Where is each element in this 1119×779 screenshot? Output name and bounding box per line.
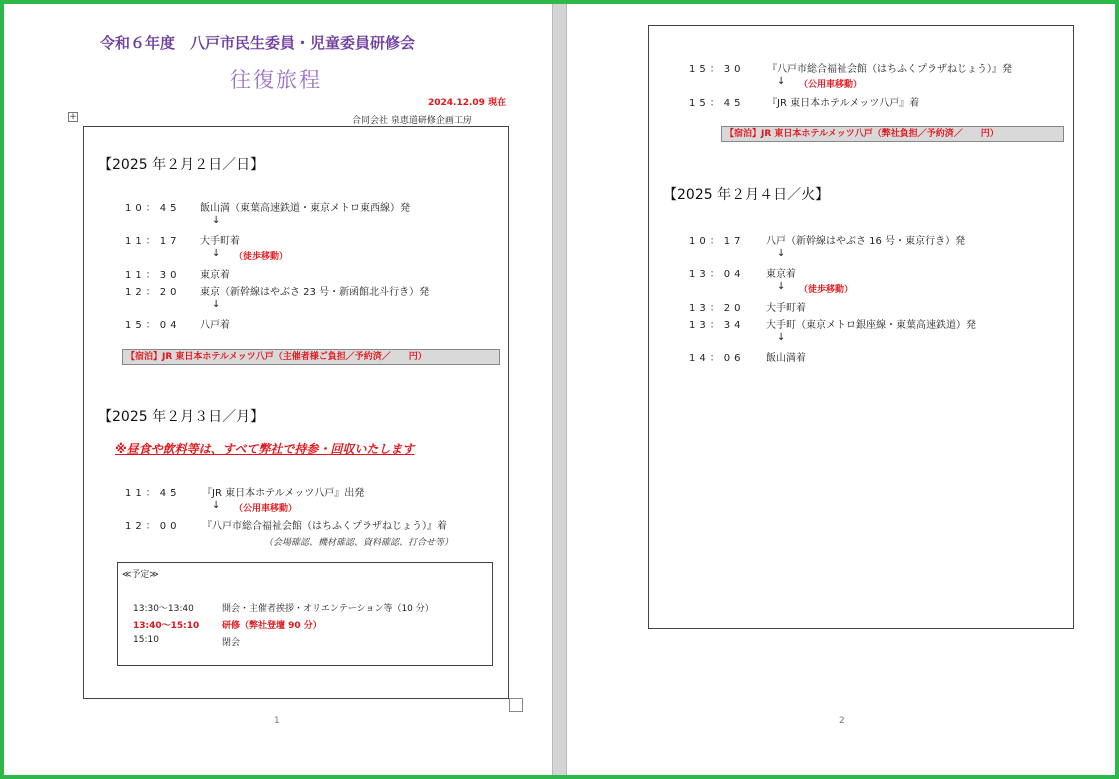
plan-time-1: 13:30〜13:40	[133, 604, 194, 614]
day1-text-1: 飯山満（東葉高速鉄道・東京メトロ東西線）発	[200, 203, 410, 214]
plan-text-1: 開会・主催者挨拶・オリエンテーション等（10 分）	[222, 604, 434, 614]
day3-heading: 【2025 年２月４日／火】	[663, 187, 830, 203]
day2-text-1: 『JR 東日本ホテルメッツ八戸』出発	[202, 488, 365, 499]
day3-walk-label: （徒歩移動）	[799, 285, 854, 295]
day1-time-4: 12：20	[125, 287, 181, 298]
day1-time-3: 11：30	[125, 270, 181, 281]
plan-time-3: 15:10	[133, 635, 159, 645]
day2-time-2: 12：00	[125, 521, 181, 532]
day3-time-2: 13：04	[689, 269, 745, 280]
day3-arrow-3: ↓	[777, 332, 786, 343]
document-page-1	[4, 4, 552, 775]
document-page-2	[567, 4, 1115, 775]
day3-text-4: 大手町（東京メトロ銀座線・東葉高速鉄道）発	[766, 320, 976, 331]
day2-heading: 【2025 年２月３日／月】	[98, 409, 265, 425]
table-move-handle-icon[interactable]: +	[69, 112, 77, 122]
day2-time-1: 11：45	[125, 488, 181, 499]
day1-time-5: 15：04	[125, 320, 181, 331]
cont-time-1: 15：30	[689, 64, 745, 75]
day1-lodging: 【宿泊】JR 東日本ホテルメッツ八戸（主催者様ご負担／予約済／ 円）	[122, 349, 500, 365]
day3-time-1: 10：17	[689, 236, 745, 247]
day2-note: （会場確認、機材確認、資料確認、打合せ等）	[264, 538, 454, 548]
day3-arrow-2: ↓	[777, 281, 786, 292]
table-resize-handle[interactable]	[509, 698, 523, 712]
day1-text-3: 東京着	[200, 270, 230, 281]
document-subtitle: 往復旅程	[230, 68, 322, 92]
day1-text-2: 大手町着	[200, 236, 240, 247]
day3-time-3: 13：20	[689, 303, 745, 314]
day3-text-2: 東京着	[766, 269, 796, 280]
plan-label: ≪予定≫	[122, 570, 159, 580]
day1-arrow-1: ↓	[212, 215, 221, 226]
day2-arrow: ↓	[212, 500, 221, 511]
plan-text-3: 閉会	[222, 638, 241, 648]
cont-time-2: 15：45	[689, 98, 745, 109]
day1-text-5: 八戸着	[200, 320, 230, 331]
day1-arrow-3: ↓	[212, 299, 221, 310]
company-name: 合同会社 泉恵道研修企画工房	[352, 116, 472, 126]
day1-time-2: 11：17	[125, 236, 181, 247]
day3-text-1: 八戸（新幹線はやぶさ 16 号・東京行き）発	[766, 236, 966, 247]
document-title: 令和６年度 八戸市民生委員・児童委員研修会	[100, 34, 416, 52]
as-of-date: 2024.12.09 現在	[428, 98, 507, 108]
day1-text-4: 東京（新幹線はやぶさ 23 号・新函館北斗行き）発	[200, 287, 430, 298]
day3-text-3: 大手町着	[766, 303, 806, 314]
cont-lodging: 【宿泊】JR 東日本ホテルメッツ八戸（弊社負担／予約済／ 円）	[721, 126, 1064, 142]
cont-text-2: 『JR 東日本ホテルメッツ八戸』着	[767, 98, 920, 109]
day2-text-2: 『八戸市総合福祉会館（はちふくプラザねじょう）』着	[202, 521, 447, 532]
cont-text-1: 『八戸市総合福祉会館（はちふくプラザねじょう）』発	[767, 64, 1012, 75]
plan-text-2: 研修（弊社登壇 90 分）	[222, 621, 322, 631]
page-gutter	[552, 4, 567, 775]
day1-time-1: 10：45	[125, 203, 181, 214]
day3-arrow-1: ↓	[777, 248, 786, 259]
plan-box	[117, 562, 493, 666]
day2-notice: ※昼食や飲料等は、すべて弊社で持参・回収いたします	[115, 442, 415, 456]
day3-time-4: 13：34	[689, 320, 745, 331]
day2-move-label: （公用車移動）	[234, 504, 298, 514]
day1-arrow-2: ↓	[212, 248, 221, 259]
day1-heading: 【2025 年２月２日／日】	[98, 157, 265, 173]
page-number-1: 1	[274, 716, 280, 726]
plan-time-2: 13:40〜15:10	[133, 621, 200, 631]
cont-move-label: （公用車移動）	[799, 80, 863, 90]
page-number-2: 2	[839, 716, 845, 726]
day3-text-5: 飯山満着	[766, 353, 806, 364]
day3-time-5: 14：06	[689, 353, 745, 364]
day1-walk-label: （徒歩移動）	[234, 252, 289, 262]
cont-arrow: ↓	[777, 76, 786, 87]
